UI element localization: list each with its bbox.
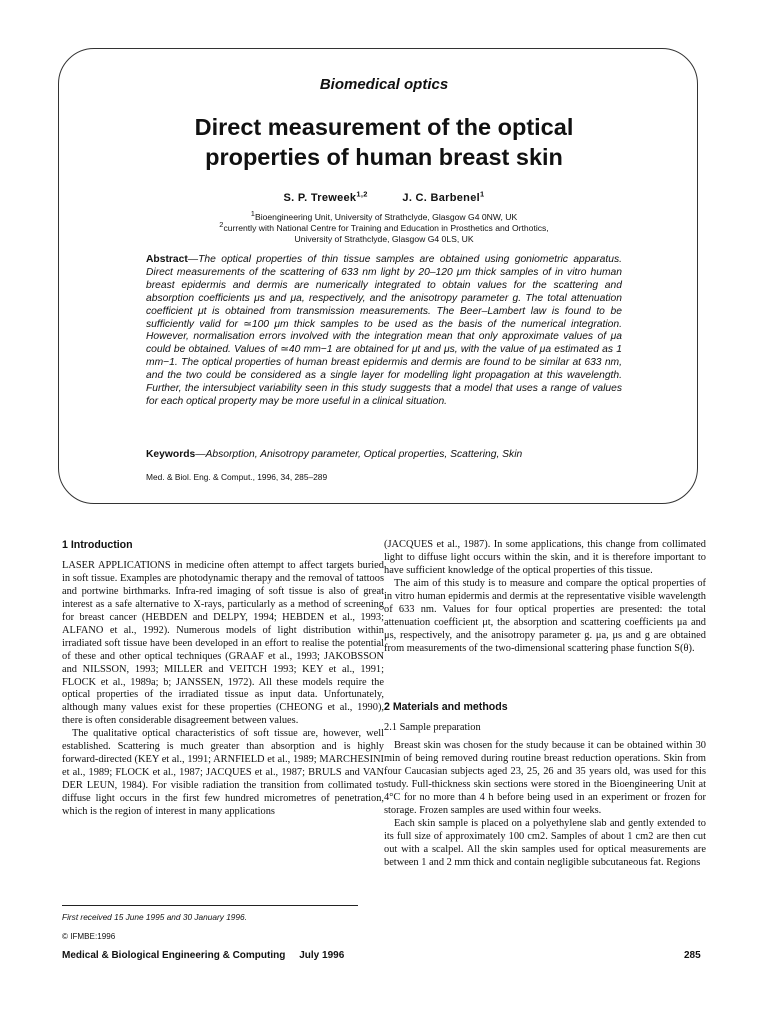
subsection-heading: 2.1 Sample preparation: [384, 721, 481, 733]
page-number: 285: [684, 950, 701, 961]
affiliation-line: Bioengineering Unit, University of Strathclyde, Glasgow G4 0NW, UK: [254, 212, 518, 222]
right-column: [384, 539, 706, 870]
affiliation-mark: 2: [219, 220, 224, 230]
abstract: [146, 254, 622, 409]
paper-title: [0, 112, 768, 172]
affiliation-mark: 1: [250, 209, 255, 219]
section-label: Biomedical optics: [319, 76, 449, 93]
keywords-text: —Absorption, Anisotropy parameter, Optical properties, Scattering, Skin: [195, 449, 523, 460]
abstract-text: —The optical properties of thin tissue samples are obtained using goniometric apparatus. Direct measurements of the scattering of 633 nm light by 20–120 μm thick samples of in vitro human breast epidermis and dermis are numerically integrated to obtain values for the scattering and absorption coefficients μs and μa, respectively, and the anisotropy parameter g. The total attenuation coefficient μt is obtained from transmission measurements. The Beer–Lambert law is found to be sufficiently valid for ≃100 μm thick samples to be used as the basis of the numerical integration. However, normalisation errors involved with the integration mean that only approximate values of μa could be obtained. Values of ≃40 mm−1 are obtained for μt and μs, with the value of μa estimated as 1 mm−1. The optical properties of human breast epidermis and dermis are found to be similar at 633 nm, and the two could be considered as a single layer for modelling light propagation at this wavelength. Further, the intersubject variability seen in this study suggests that a model that uses a range of values for each optical property may be more useful in a clinical situation.: [146, 254, 622, 407]
citation: Med. & Biol. Eng. & Comput., 1996, 34, 285–289: [146, 472, 328, 482]
keywords-label: Keywords: [146, 449, 196, 460]
section-heading: 1 Introduction: [62, 539, 133, 551]
author-name: S. P. Treweek: [283, 192, 357, 204]
affiliation-line: University of Strathclyde, Glasgow G4 0LS, UK: [294, 234, 474, 244]
author-affiliation-mark: 1: [479, 189, 485, 199]
received-date-note: First received 15 June 1995 and 30 January 1996.: [62, 912, 247, 922]
footer-journal-issue: Medical & Biological Engineering & Computing July 1996: [62, 950, 345, 961]
affiliations: [0, 209, 768, 245]
author-list: [0, 189, 768, 204]
paper-title-line-1: Direct measurement of the optical: [194, 114, 574, 140]
keywords: [146, 449, 622, 460]
body-paragraph: The aim of this study is to measure and compare the optical properties of in vitro human epidermis and dermis at the representative visible wavelength of 633 nm. Values for four optical properties are presented: the total attenuation coefficient μt, the absorption and scattering coefficients μa and μs, respectively, and the anisotropy parameter g. μa, μs and g are obtained from measurements of the two-dimensional scattering phase function S(θ).: [384, 577, 706, 654]
abstract-label: Abstract: [146, 254, 188, 265]
body-paragraph: The qualitative optical characteristics of soft tissue are, however, well established. Scattering is much greater than absorption and is highly forward-directed (KEY et al., 1991; ARNFIELD et al., 1989; MARCHESINI et al., 1989; FLOCK et al., 1987; JACQUES et al., 1987; BRULS and VAN DER LEUN, 1984). For visible radiation the transition from collimated to diffuse light occurs in the first few hundred micrometres of penetration, which is the region of interest in many applications: [62, 728, 384, 818]
footnote-rule: [62, 905, 358, 906]
body-paragraph: Breast skin was chosen for the study because it can be obtained within 30 min of being removed during routine breast reduction operations. Skin from four Caucasian subjects aged 23, 25, 26 and 35 years old, was used for this study. Full-thickness skin sections were stored in the Bioengineering Unit at 4°C for no more than 4 h before being used in an experiment or frozen for storage. Frozen samples are used within four weeks.: [384, 740, 706, 817]
copyright-note: © IFMBE:1996: [62, 932, 116, 941]
body-paragraph: Each skin sample is placed on a polyethylene slab and gently extended to its full size of approximately 100 cm2. Samples of about 1 cm2 are then cut out with a scalpel. All the skin samples used for optical measurements are between 1 and 2 mm thick and contain negligible subcutaneous fat. Regions: [384, 818, 706, 869]
section-heading: 2 Materials and methods: [384, 700, 508, 713]
body-paragraph: LASER APPLICATIONS in medicine often attempt to affect targets buried in soft tissue. Examples are photodynamic therapy and the removal of tattoos and portwine birthmarks. Infra-red imaging of soft tissue is also of great interest as a safe alternative to X-rays, particularly as a method of screening for breast cancer (HEBDEN and DELPY, 1994; HEBDEN et al., 1993; ALFANO et al., 1992). Numerous models of light distribution within irradiated soft tissue have been developed in an effort to realise the potential of these and other optical techniques (GRAAF et al., 1993; JAKOBSSON and NILSSON, 1993; MILLER and VEITCH 1993; KEY et al., 1991; FLOCK et al., 1989a; b; JANSSEN, 1972). All these models require the optical properties of the irradiated tissue as input data. Unfortunately, although many values exist for these properties (CHEONG et al., 1990), there is often considerable disagreement between values.: [62, 559, 384, 727]
affiliation-line: currently with National Centre for Training and Education in Prosthetics and Orthotics,: [223, 223, 549, 233]
left-column: [62, 539, 384, 819]
author-affiliation-mark: 1,2: [356, 189, 368, 199]
author-name: J. C. Barbenel: [402, 192, 480, 204]
body-paragraph: (JACQUES et al., 1987). In some applications, this change from collimated light to diffuse light occurs within the skin, and it is therefore important to have sufficient knowledge of the optical properties of this tissue.: [384, 539, 706, 576]
paper-title-line-2: properties of human breast skin: [205, 144, 563, 170]
